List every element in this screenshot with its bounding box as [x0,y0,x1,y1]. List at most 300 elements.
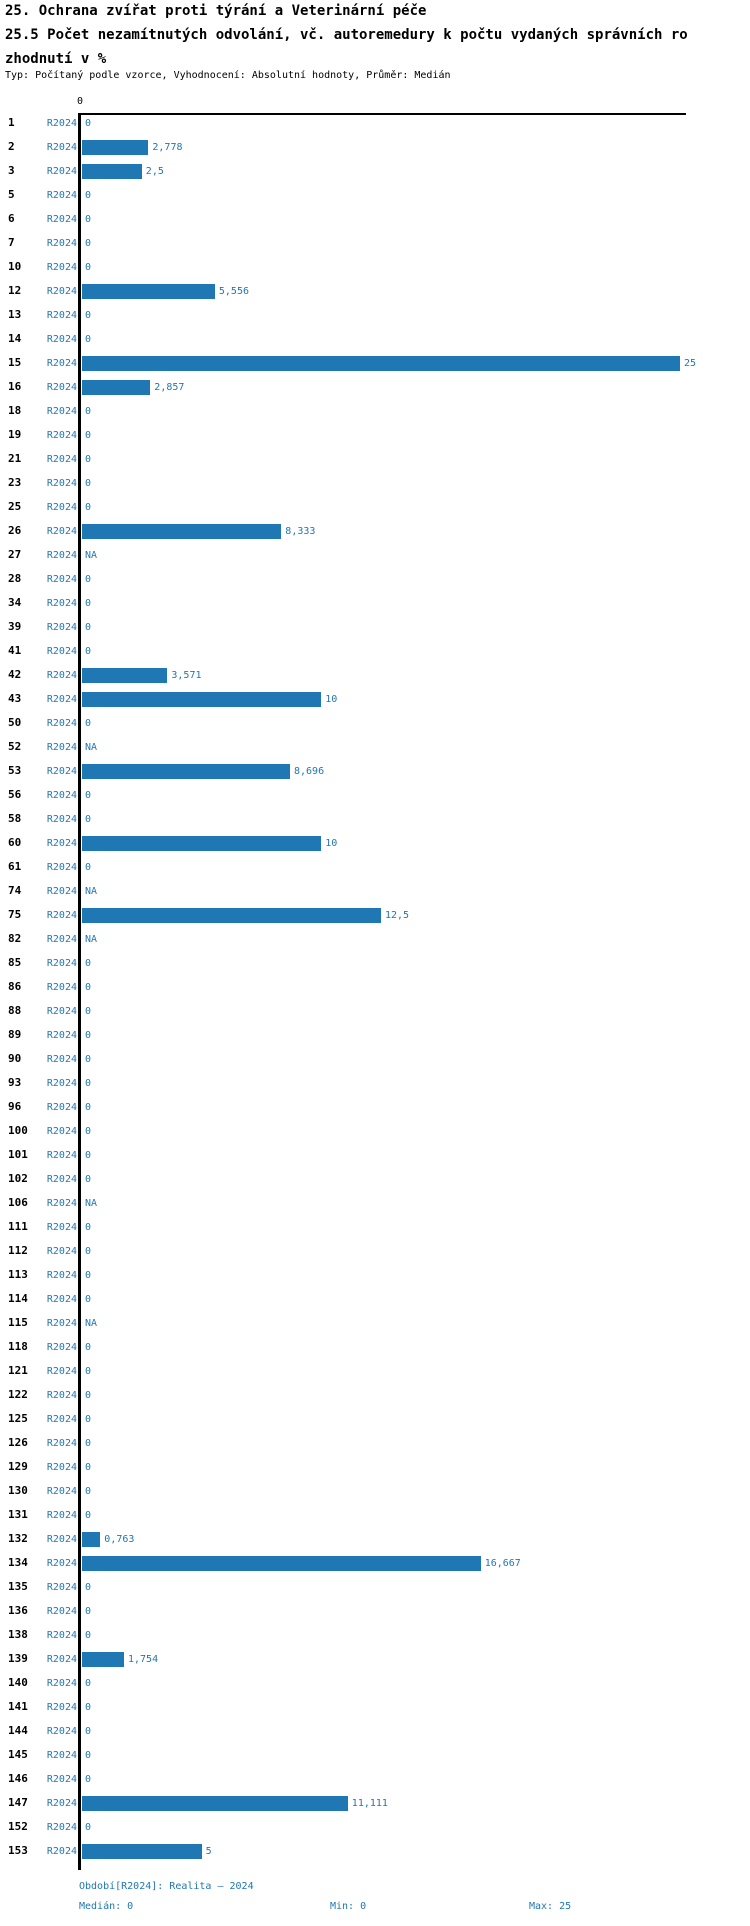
chart-row [0,1479,750,1503]
chart-row [0,687,750,711]
bar-value-label: 0 [85,1006,92,1017]
chart-row [0,927,750,951]
row-category-label: 6 [8,212,15,225]
chart-row [0,1551,750,1575]
chart-row [0,1647,750,1671]
row-series-label: R2024 [46,1798,77,1809]
bar-value-label: 10 [325,838,338,849]
chart-row [0,471,750,495]
bar-value-label: NA [85,742,98,753]
chart-row [0,1023,750,1047]
bar [82,1844,202,1859]
row-category-label: 126 [8,1436,28,1449]
row-category-label: 86 [8,980,22,993]
chart-row [0,1335,750,1359]
row-category-label: 1 [8,116,15,129]
bar-value-label: 2,5 [145,166,164,177]
chart-row [0,1191,750,1215]
row-series-label: R2024 [46,454,77,465]
row-series-label: R2024 [46,286,77,297]
footer-max-stat: Max: 25 [529,1901,572,1912]
row-category-label: 89 [8,1028,22,1041]
bar-value-label: 0 [85,1294,92,1305]
row-category-label: 75 [8,908,22,921]
chart-row [0,735,750,759]
row-series-label: R2024 [46,814,77,825]
row-category-label: 96 [8,1100,22,1113]
row-series-label: R2024 [46,598,77,609]
chart-row [0,663,750,687]
row-series-label: R2024 [46,646,77,657]
footer-min-stat: Min: 0 [330,1901,367,1912]
bar-value-label: 0 [85,814,92,825]
chart-row [0,519,750,543]
chart-row [0,1695,750,1719]
chart-row [0,111,750,135]
row-category-label: 146 [8,1772,28,1785]
chart-row [0,1791,750,1815]
row-category-label: 118 [8,1340,28,1353]
chart-row [0,1455,750,1479]
bar-value-label: 0 [85,502,92,513]
chart-row [0,135,750,159]
chart-row [0,183,750,207]
row-series-label: R2024 [46,118,77,129]
row-category-label: 53 [8,764,22,777]
row-series-label: R2024 [46,1702,77,1713]
bar-value-label: 0 [85,1630,92,1641]
row-category-label: 85 [8,956,22,969]
chart-row [0,855,750,879]
bar-value-label: 0 [85,478,92,489]
chart-row [0,303,750,327]
bar-value-label: 0 [85,1246,92,1257]
row-series-label: R2024 [46,1486,77,1497]
bar-value-label: 0 [85,1270,92,1281]
chart-row [0,591,750,615]
row-series-label: R2024 [46,1582,77,1593]
row-category-label: 2 [8,140,15,153]
bar-value-label: 12,5 [385,910,410,921]
bar-value-label: 0 [85,1342,92,1353]
row-series-label: R2024 [46,1750,77,1761]
row-series-label: R2024 [46,310,77,321]
bar-value-label: 0 [85,1486,92,1497]
chart-row [0,1719,750,1743]
chart-row [0,1599,750,1623]
row-series-label: R2024 [46,910,77,921]
row-category-label: 113 [8,1268,28,1281]
row-series-label: R2024 [46,1654,77,1665]
bar [82,1556,481,1571]
row-series-label: R2024 [46,838,77,849]
bar-value-label: 0 [85,1054,92,1065]
chart-row [0,255,750,279]
row-series-label: R2024 [46,1630,77,1641]
row-category-label: 88 [8,1004,22,1017]
row-category-label: 93 [8,1076,22,1089]
bar-value-label: 0 [85,454,92,465]
chart-row [0,1311,750,1335]
row-series-label: R2024 [46,1126,77,1137]
row-category-label: 74 [8,884,22,897]
bar-value-label: 11,111 [351,1798,388,1809]
row-series-label: R2024 [46,742,77,753]
bar [82,692,321,707]
bar-value-label: 0 [85,238,92,249]
chart-row [0,1119,750,1143]
bar-value-label: 0 [85,622,92,633]
bar [82,1652,124,1667]
chart-row [0,1239,750,1263]
row-series-label: R2024 [46,1366,77,1377]
row-series-label: R2024 [46,1678,77,1689]
row-category-label: 14 [8,332,22,345]
row-series-label: R2024 [46,1846,77,1857]
row-category-label: 39 [8,620,22,633]
row-category-label: 131 [8,1508,28,1521]
bar [82,1796,348,1811]
bar-value-label: 0 [85,958,92,969]
row-series-label: R2024 [46,1438,77,1449]
row-category-label: 16 [8,380,22,393]
row-series-label: R2024 [46,1006,77,1017]
row-category-label: 41 [8,644,22,657]
chart-row [0,1047,750,1071]
row-series-label: R2024 [46,430,77,441]
bar-value-label: NA [85,550,98,561]
chart-row [0,447,750,471]
bar-value-label: 0 [85,190,92,201]
row-category-label: 27 [8,548,22,561]
row-series-label: R2024 [46,934,77,945]
footer-period-label: Období[R2024]: Realita – 2024 [79,1881,254,1892]
bar-value-label: 5,556 [218,286,249,297]
bar-value-label: 0 [85,598,92,609]
bar-value-label: 0 [85,1150,92,1161]
row-category-label: 102 [8,1172,28,1185]
bar-value-label: 0 [85,1102,92,1113]
row-series-label: R2024 [46,1150,77,1161]
row-category-label: 121 [8,1364,28,1377]
row-series-label: R2024 [46,1078,77,1089]
bar-value-label: 0 [85,1222,92,1233]
bar-value-label: 0 [85,790,92,801]
row-category-label: 58 [8,812,22,825]
chart-row [0,1503,750,1527]
row-series-label: R2024 [46,478,77,489]
bar [82,380,150,395]
chart-meta-line: Typ: Počítaný podle vzorce, Vyhodnocení: Absolutní hodnoty, Průměr: Medián [5,70,451,81]
row-category-label: 135 [8,1580,28,1593]
chart-row [0,495,750,519]
row-category-label: 52 [8,740,22,753]
chart-row [0,783,750,807]
row-series-label: R2024 [46,262,77,273]
bar-value-label: 0 [85,310,92,321]
bar-value-label: 10 [325,694,338,705]
bar-value-label: NA [85,1198,98,1209]
chart-row [0,279,750,303]
bar [82,356,680,371]
row-category-label: 18 [8,404,22,417]
bar-value-label: 0 [85,1366,92,1377]
bar-value-label: 0 [85,118,92,129]
row-series-label: R2024 [46,574,77,585]
chart-title-line3: zhodnutí v % [5,51,107,67]
row-series-label: R2024 [46,790,77,801]
chart-title-line1: 25. Ochrana zvířat proti týrání a Veterinární péče [5,3,427,19]
row-series-label: R2024 [46,1534,77,1545]
bar-value-label: 0 [85,982,92,993]
row-series-label: R2024 [46,166,77,177]
bar-value-label: 0 [85,1510,92,1521]
bar-value-label: 8,696 [294,766,325,777]
row-category-label: 61 [8,860,22,873]
bar-value-label: NA [85,1318,98,1329]
chart-row [0,639,750,663]
chart-row [0,567,750,591]
row-category-label: 56 [8,788,22,801]
bar-value-label: 0 [85,1582,92,1593]
row-series-label: R2024 [46,1030,77,1041]
chart-row [0,1167,750,1191]
chart-row [0,831,750,855]
bar-value-label: 0 [85,718,92,729]
bar-value-label: 0 [85,1174,92,1185]
row-series-label: R2024 [46,982,77,993]
row-category-label: 82 [8,932,22,945]
chart-row [0,1671,750,1695]
bar-value-label: 0 [85,1678,92,1689]
bar-value-label: 0 [85,1414,92,1425]
bar-value-label: 0 [85,1030,92,1041]
row-series-label: R2024 [46,718,77,729]
bar-value-label: 0 [85,1750,92,1761]
chart-row [0,1743,750,1767]
row-category-label: 42 [8,668,22,681]
bar-value-label: 8,333 [285,526,316,537]
chart-row [0,399,750,423]
chart-row [0,1383,750,1407]
chart-row [0,759,750,783]
row-category-label: 132 [8,1532,28,1545]
row-series-label: R2024 [46,1774,77,1785]
chart-row [0,1767,750,1791]
chart-row [0,1095,750,1119]
chart-row [0,1623,750,1647]
bar-value-label: 5 [205,1846,212,1857]
chart-row [0,1143,750,1167]
row-category-label: 60 [8,836,22,849]
row-series-label: R2024 [46,358,77,369]
chart-row [0,543,750,567]
row-category-label: 129 [8,1460,28,1473]
row-series-label: R2024 [46,190,77,201]
row-series-label: R2024 [46,502,77,513]
row-category-label: 21 [8,452,22,465]
bar-value-label: NA [85,886,98,897]
bar-value-label: 0 [85,406,92,417]
bar-value-label: 0 [85,1438,92,1449]
row-series-label: R2024 [46,1174,77,1185]
row-series-label: R2024 [46,1462,77,1473]
row-series-label: R2024 [46,1414,77,1425]
x-axis-tick-0: 0 [76,96,84,107]
row-category-label: 130 [8,1484,28,1497]
chart-row [0,327,750,351]
chart-row [0,1215,750,1239]
bar-value-label: 0 [85,862,92,873]
row-series-label: R2024 [46,238,77,249]
bar [82,284,215,299]
chart-row [0,1815,750,1839]
footer-median-stat: Medián: 0 [79,1901,134,1912]
row-series-label: R2024 [46,1726,77,1737]
chart-row [0,1263,750,1287]
bar [82,908,381,923]
chart-row [0,231,750,255]
row-series-label: R2024 [46,142,77,153]
row-series-label: R2024 [46,1510,77,1521]
chart-row [0,1839,750,1863]
chart-row [0,1527,750,1551]
chart-row [0,1071,750,1095]
row-series-label: R2024 [46,214,77,225]
row-category-label: 138 [8,1628,28,1641]
row-category-label: 50 [8,716,22,729]
row-category-label: 12 [8,284,22,297]
row-category-label: 144 [8,1724,28,1737]
row-series-label: R2024 [46,1270,77,1281]
bar [82,524,281,539]
row-category-label: 25 [8,500,22,513]
bar [82,764,290,779]
bar-value-label: 0 [85,646,92,657]
chart-row [0,1431,750,1455]
row-category-label: 26 [8,524,22,537]
row-series-label: R2024 [46,622,77,633]
row-category-label: 106 [8,1196,28,1209]
row-category-label: 7 [8,236,15,249]
chart-row [0,159,750,183]
row-series-label: R2024 [46,694,77,705]
row-category-label: 43 [8,692,22,705]
row-series-label: R2024 [46,886,77,897]
bar-value-label: 0 [85,1390,92,1401]
row-category-label: 122 [8,1388,28,1401]
chart-row [0,1287,750,1311]
row-category-label: 114 [8,1292,28,1305]
bar-value-label: 2,857 [154,382,185,393]
bar-value-label: 0 [85,262,92,273]
row-series-label: R2024 [46,1822,77,1833]
row-category-label: 111 [8,1220,28,1233]
row-category-label: 141 [8,1700,28,1713]
row-series-label: R2024 [46,1606,77,1617]
chart-row [0,711,750,735]
bar-value-label: 0,763 [104,1534,135,1545]
bar [82,140,148,155]
row-category-label: 140 [8,1676,28,1689]
row-series-label: R2024 [46,1246,77,1257]
bar [82,836,321,851]
row-category-label: 101 [8,1148,28,1161]
row-series-label: R2024 [46,1054,77,1065]
chart-row [0,951,750,975]
chart-row [0,423,750,447]
row-series-label: R2024 [46,1102,77,1113]
bar-value-label: 0 [85,1462,92,1473]
chart-title-line2: 25.5 Počet nezamítnutých odvolání, vč. autoremedury k počtu vydaných správních ro [5,27,688,43]
chart-row [0,615,750,639]
row-category-label: 5 [8,188,15,201]
row-series-label: R2024 [46,334,77,345]
row-category-label: 125 [8,1412,28,1425]
chart-row [0,879,750,903]
row-series-label: R2024 [46,1390,77,1401]
chart-row [0,351,750,375]
chart-row [0,1359,750,1383]
row-series-label: R2024 [46,526,77,537]
row-category-label: 100 [8,1124,28,1137]
row-series-label: R2024 [46,766,77,777]
row-category-label: 23 [8,476,22,489]
chart-row [0,975,750,999]
row-series-label: R2024 [46,958,77,969]
bar-value-label: 1,754 [128,1654,159,1665]
row-series-label: R2024 [46,1198,77,1209]
row-category-label: 90 [8,1052,22,1065]
row-category-label: 136 [8,1604,28,1617]
bar-value-label: 0 [85,1822,92,1833]
bar-value-label: 16,667 [484,1558,521,1569]
chart-row [0,807,750,831]
row-series-label: R2024 [46,1222,77,1233]
row-category-label: 10 [8,260,22,273]
row-series-label: R2024 [46,382,77,393]
row-category-label: 147 [8,1796,28,1809]
bar-value-label: 2,778 [152,142,183,153]
row-series-label: R2024 [46,1318,77,1329]
bar-value-label: 0 [85,574,92,585]
row-category-label: 3 [8,164,15,177]
row-series-label: R2024 [46,670,77,681]
row-category-label: 152 [8,1820,28,1833]
bar-value-label: NA [85,934,98,945]
bar-value-label: 0 [85,430,92,441]
bar-value-label: 0 [85,1126,92,1137]
chart-row [0,375,750,399]
bar-value-label: 0 [85,1774,92,1785]
row-category-label: 145 [8,1748,28,1761]
bar-value-label: 25 [684,358,697,369]
bar [82,668,167,683]
bar-value-label: 0 [85,1726,92,1737]
row-category-label: 139 [8,1652,28,1665]
chart-row [0,999,750,1023]
row-series-label: R2024 [46,406,77,417]
row-series-label: R2024 [46,862,77,873]
bar-value-label: 0 [85,1606,92,1617]
row-category-label: 115 [8,1316,28,1329]
bar-value-label: 3,571 [171,670,202,681]
chart-row [0,903,750,927]
row-category-label: 134 [8,1556,28,1569]
chart-row [0,207,750,231]
row-category-label: 153 [8,1844,28,1857]
row-category-label: 15 [8,356,22,369]
